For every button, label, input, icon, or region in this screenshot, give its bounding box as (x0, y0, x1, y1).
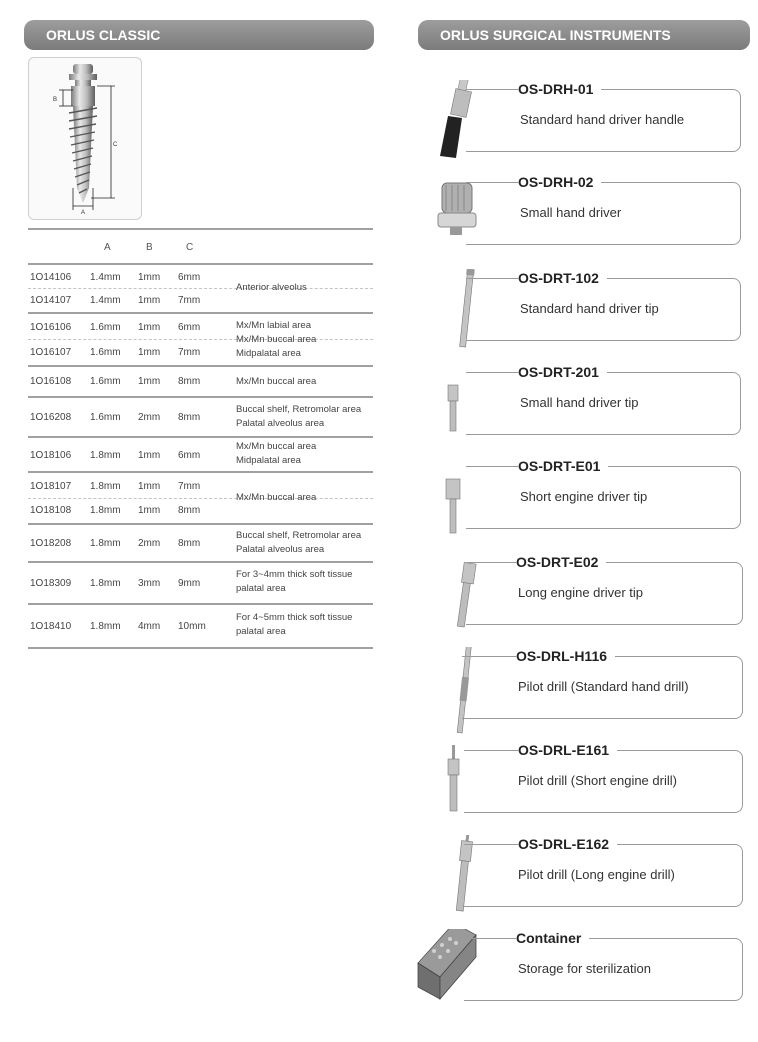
dim-c-value: 10mm (178, 621, 206, 632)
instrument-code: OS-DRT-102 (518, 269, 607, 287)
column-a-header: A (104, 242, 111, 253)
product-code: 1O16107 (30, 347, 72, 358)
dim-a-value: 1.6mm (90, 322, 121, 333)
application-area: Buccal shelf, Retromolar area Palatal alveolus area (236, 404, 362, 429)
table-header (28, 230, 373, 265)
dim-c-value: 8mm (178, 376, 201, 387)
instrument-code: OS-DRH-02 (518, 173, 601, 191)
product-code: 1O18106 (30, 450, 72, 461)
instrument-description: Short engine driver tip (520, 489, 648, 504)
table-group (28, 473, 373, 525)
dim-c-label: C (113, 142, 118, 148)
column-b-header: B (146, 242, 153, 253)
table-group (28, 398, 373, 438)
product-code: 1O18410 (30, 621, 72, 632)
dim-c-value: 6mm (178, 322, 201, 333)
instrument-code: OS-DRT-E02 (516, 553, 606, 571)
table-group (28, 563, 373, 605)
instrument-description: Long engine driver tip (518, 585, 644, 600)
instrument-code: OS-DRT-201 (518, 363, 607, 381)
dim-c-value: 8mm (178, 412, 201, 423)
dim-a-label: A (81, 210, 86, 216)
instrument-description: Pilot drill (Standard hand drill) (518, 679, 689, 694)
dim-b-value: 1mm (138, 505, 161, 516)
dim-c-value: 7mm (178, 295, 201, 306)
application-area: Buccal shelf, Retromolar area Palatal alveolus area (236, 530, 362, 555)
instrument-item (410, 363, 750, 443)
dim-c-value: 9mm (178, 578, 201, 589)
instrument-item (410, 647, 750, 737)
dim-a-value: 1.8mm (90, 578, 121, 589)
screw-spec-table (28, 228, 373, 649)
surgical-instruments-header: ORLUS SURGICAL INSTRUMENTS (418, 20, 750, 50)
orlus-classic-header: ORLUS CLASSIC (24, 20, 374, 50)
dim-c-value: 7mm (178, 347, 201, 358)
instrument-code: OS-DRL-H116 (516, 647, 615, 665)
application-area: For 3~4mm thick soft tissue palatal area (236, 569, 353, 594)
instrument-item (410, 457, 750, 537)
instrument-item (410, 553, 750, 633)
instrument-item (410, 929, 750, 1009)
product-code: 1O14107 (30, 295, 72, 306)
screw-diagram (28, 57, 142, 220)
instrument-code: OS-DRH-01 (518, 80, 601, 98)
instrument-item (410, 173, 750, 253)
orthodontic-screw-icon (29, 58, 141, 219)
dim-a-value: 1.8mm (90, 538, 121, 549)
dim-a-value: 1.4mm (90, 295, 121, 306)
column-c-header: C (186, 242, 194, 253)
table-group (28, 438, 373, 473)
dim-b-value: 1mm (138, 322, 161, 333)
instrument-code: OS-DRL-E161 (518, 741, 617, 759)
instrument-code: OS-DRT-E01 (518, 457, 608, 475)
dim-c-value: 7mm (178, 481, 201, 492)
product-code: 1O18208 (30, 538, 72, 549)
dim-b-value: 2mm (138, 538, 161, 549)
dim-b-value: 3mm (138, 578, 161, 589)
instrument-description: Standard hand driver tip (520, 301, 659, 316)
dim-c-value: 6mm (178, 272, 201, 283)
application-area: Mx/Mn buccal area (236, 376, 317, 387)
product-code: 1O16108 (30, 376, 72, 387)
application-area: Mx/Mn buccal area (236, 492, 317, 503)
product-code: 1O18107 (30, 481, 72, 492)
product-code: 1O16208 (30, 412, 72, 423)
application-area: Anterior alveolus (236, 282, 307, 293)
instrument-code: OS-DRL-E162 (518, 835, 617, 853)
instrument-code: Container (516, 929, 589, 947)
dim-c-value: 6mm (178, 450, 201, 461)
dim-a-value: 1.8mm (90, 450, 121, 461)
instrument-item (410, 835, 750, 915)
application-area: For 4~5mm thick soft tissue palatal area (236, 612, 353, 637)
dim-c-value: 8mm (178, 505, 201, 516)
dim-c-value: 8mm (178, 538, 201, 549)
product-code: 1O18108 (30, 505, 72, 516)
instrument-item (410, 80, 750, 160)
dim-a-value: 1.8mm (90, 481, 121, 492)
dim-a-value: 1.6mm (90, 412, 121, 423)
dim-b-label: B (53, 97, 58, 103)
dim-a-value: 1.8mm (90, 505, 121, 516)
dim-b-value: 1mm (138, 347, 161, 358)
product-code: 1O14106 (30, 272, 72, 283)
dim-b-value: 2mm (138, 412, 161, 423)
instrument-item (410, 741, 750, 821)
instrument-description: Pilot drill (Long engine drill) (518, 867, 675, 882)
dim-b-value: 1mm (138, 376, 161, 387)
instrument-description: Pilot drill (Short engine drill) (518, 773, 677, 788)
table-group (28, 314, 373, 367)
dim-b-value: 1mm (138, 295, 161, 306)
dim-a-value: 1.6mm (90, 376, 121, 387)
table-group (28, 265, 373, 314)
dim-a-value: 1.6mm (90, 347, 121, 358)
table-group (28, 525, 373, 563)
dim-b-value: 1mm (138, 272, 161, 283)
instrument-description: Small hand driver tip (520, 395, 639, 410)
dim-a-value: 1.8mm (90, 621, 121, 632)
instrument-item (410, 269, 750, 354)
product-code: 1O18309 (30, 578, 72, 589)
dim-b-value: 1mm (138, 450, 161, 461)
dim-b-value: 1mm (138, 481, 161, 492)
product-code: 1O16106 (30, 322, 72, 333)
instrument-description: Standard hand driver handle (520, 112, 685, 127)
table-group (28, 367, 373, 398)
application-area: Mx/Mn labial area Mx/Mn buccal area Midpalatal area (236, 320, 317, 359)
instrument-description: Small hand driver (520, 205, 622, 220)
instrument-description: Storage for sterilization (518, 961, 651, 976)
dim-a-value: 1.4mm (90, 272, 121, 283)
application-area: Mx/Mn buccal area Midpalatal area (236, 441, 317, 466)
table-group (28, 605, 373, 649)
dim-b-value: 4mm (138, 621, 161, 632)
